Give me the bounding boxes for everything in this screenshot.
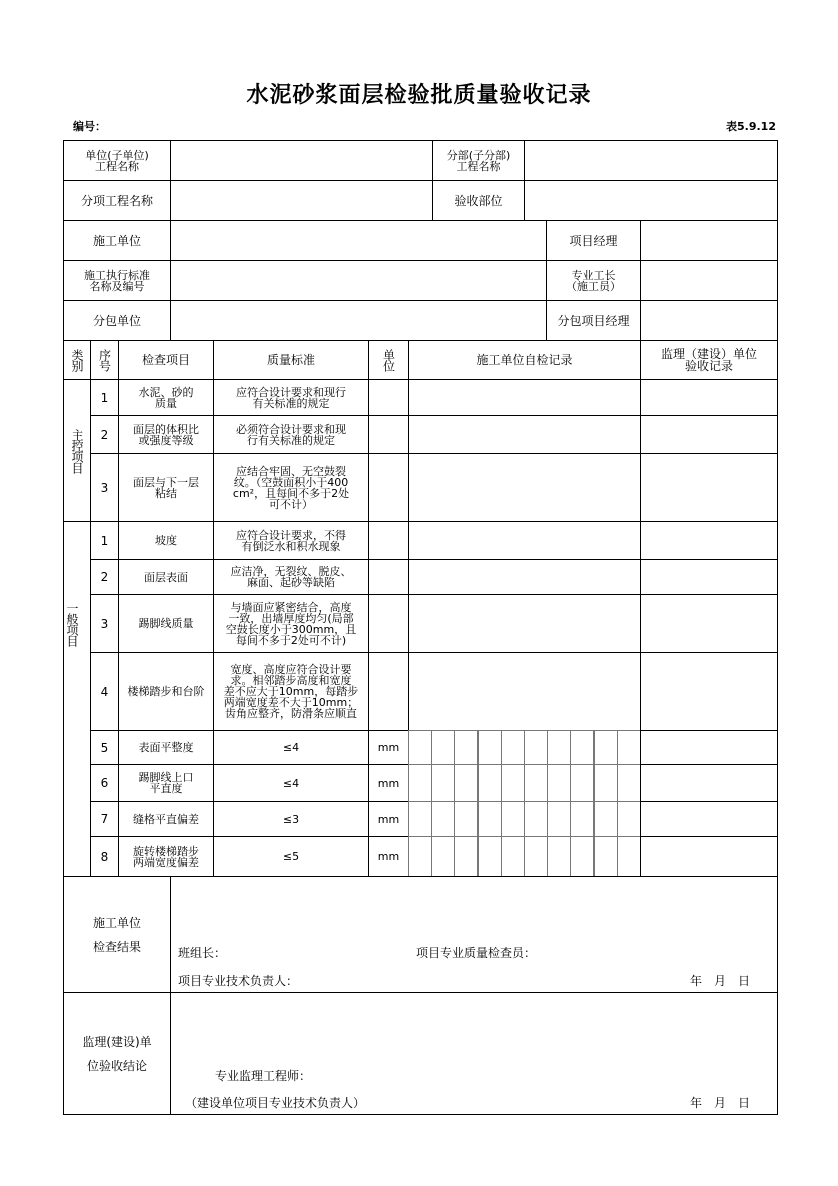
self-check-record[interactable]	[408, 521, 641, 560]
measurement-cell[interactable]	[454, 836, 478, 877]
col-category: 类别	[63, 340, 91, 380]
unit-project-field[interactable]	[170, 140, 433, 181]
measurement-cell[interactable]	[408, 801, 432, 837]
row-standard: 宽度、高度应符合设计要 求。相邻踏步高度和宽度 差不应大于10mm，每踏步 两端宽度差不大于10mm； 齿角应整齐，防滑条应顺直	[213, 652, 369, 731]
main-category: 主控项目	[63, 379, 91, 522]
standard-label: 施工执行标准 名称及编号	[63, 260, 171, 301]
owner-rep-label: （建设单位项目专业技术负责人）	[185, 1096, 366, 1110]
col-item: 检查项目	[118, 340, 214, 380]
sub-project-field[interactable]	[524, 140, 778, 181]
measurement-cell[interactable]	[431, 801, 455, 837]
row-seq: 2	[90, 415, 119, 454]
row-standard: 与墙面应紧密结合，高度 一致，出墙厚度均匀(局部 空鼓长度小于300mm，且 每间不多于2处可不计)	[213, 594, 369, 653]
measurement-cell[interactable]	[501, 764, 525, 802]
col-seq: 序号	[90, 340, 119, 380]
self-check-record[interactable]	[408, 594, 641, 653]
row-unit	[368, 521, 409, 560]
measurement-cell[interactable]	[617, 801, 641, 837]
measurement-cell[interactable]	[570, 801, 594, 837]
quality-inspector-label: 项目专业质量检查员：	[416, 946, 537, 960]
measurement-cell[interactable]	[501, 801, 525, 837]
row-unit	[368, 652, 409, 731]
measurement-cell[interactable]	[454, 764, 478, 802]
row-unit	[368, 594, 409, 653]
sub-project-label: 分部(子分部) 工程名称	[432, 140, 525, 181]
item-project-field[interactable]	[170, 180, 433, 221]
row-seq: 3	[90, 453, 119, 522]
row-standard: 应符合设计要求和现行 有关标准的规定	[213, 379, 369, 416]
number-label: 编号：	[73, 120, 106, 133]
row-unit	[368, 453, 409, 522]
measurement-cell[interactable]	[594, 801, 618, 837]
supervision-date: 年 月 日	[690, 1096, 751, 1110]
project-manager-label: 项目经理	[546, 220, 641, 261]
row-seq: 8	[90, 836, 119, 877]
standard-field[interactable]	[170, 260, 547, 301]
row-check-item: 表面平整度	[118, 730, 214, 765]
row-seq: 3	[90, 594, 119, 653]
tech-lead-label: 项目专业技术负责人：	[178, 974, 299, 988]
measurement-cell[interactable]	[431, 730, 455, 765]
row-check-item: 水泥、砂的 质量	[118, 379, 214, 416]
team-leader-label: 班组长：	[178, 946, 227, 960]
sub-manager-label: 分包项目经理	[546, 300, 641, 341]
measurement-cell[interactable]	[431, 764, 455, 802]
self-check-record[interactable]	[408, 415, 641, 454]
row-check-item: 面层的体积比 或强度等级	[118, 415, 214, 454]
unit-project-label: 单位(子单位) 工程名称	[63, 140, 171, 181]
row-standard: ≤5	[213, 836, 369, 877]
supervision-record[interactable]	[640, 559, 778, 595]
row-check-item: 坡度	[118, 521, 214, 560]
row-standard: 必须符合设计要求和现 行有关标准的规定	[213, 415, 369, 454]
row-seq: 6	[90, 764, 119, 802]
measurement-cell[interactable]	[478, 836, 502, 877]
row-seq: 7	[90, 801, 119, 837]
measurement-cell[interactable]	[594, 764, 618, 802]
measurement-cell[interactable]	[594, 730, 618, 765]
measurement-cell[interactable]	[408, 730, 432, 765]
foreman-field[interactable]	[640, 260, 778, 301]
measurement-cell[interactable]	[478, 730, 502, 765]
supervising-engineer-label: 专业监理工程师：	[215, 1069, 312, 1083]
row-standard: ≤4	[213, 730, 369, 765]
self-check-record[interactable]	[408, 652, 641, 731]
measurement-cell[interactable]	[501, 730, 525, 765]
row-unit: mm	[368, 836, 409, 877]
row-seq: 2	[90, 559, 119, 595]
item-project-label: 分项工程名称	[63, 180, 171, 221]
accept-part-label: 验收部位	[432, 180, 525, 221]
measurement-cell[interactable]	[524, 730, 548, 765]
measurement-cell[interactable]	[431, 836, 455, 877]
supervision-record[interactable]	[640, 730, 778, 765]
contractor-label: 施工单位	[63, 220, 171, 261]
measurement-cell[interactable]	[408, 836, 432, 877]
foreman-label: 专业工长 （施工员）	[546, 260, 641, 301]
measurement-cell[interactable]	[478, 801, 502, 837]
row-seq: 5	[90, 730, 119, 765]
row-check-item: 楼梯踏步和台阶	[118, 652, 214, 731]
measurement-cell[interactable]	[547, 836, 571, 877]
contractor-field[interactable]	[170, 220, 547, 261]
measurement-cell[interactable]	[524, 836, 548, 877]
row-unit	[368, 415, 409, 454]
col-supervision: 监理（建设）单位 验收记录	[640, 340, 778, 380]
supervision-record[interactable]	[640, 453, 778, 522]
row-standard: ≤4	[213, 764, 369, 802]
subcontractor-field[interactable]	[170, 300, 547, 341]
col-unit: 单位	[368, 340, 409, 380]
supervision-record[interactable]	[640, 836, 778, 877]
measurement-cell[interactable]	[524, 764, 548, 802]
row-unit: mm	[368, 764, 409, 802]
supervision-record[interactable]	[640, 521, 778, 560]
measurement-cell[interactable]	[617, 764, 641, 802]
measurement-cell[interactable]	[547, 730, 571, 765]
contractor-date: 年 月 日	[690, 974, 751, 988]
row-unit	[368, 379, 409, 416]
general-category: 一般项目	[63, 521, 91, 877]
row-unit: mm	[368, 801, 409, 837]
measurement-cell[interactable]	[570, 730, 594, 765]
contractor-result-label: 施工单位 检查结果	[63, 876, 171, 993]
measurement-cell[interactable]	[501, 836, 525, 877]
measurement-cell[interactable]	[617, 836, 641, 877]
row-check-item: 面层表面	[118, 559, 214, 595]
table-number: 表5.9.12	[726, 120, 776, 133]
row-check-item: 踢脚线质量	[118, 594, 214, 653]
row-seq: 1	[90, 379, 119, 416]
self-check-record[interactable]	[408, 559, 641, 595]
measurement-cell[interactable]	[454, 801, 478, 837]
sub-manager-field[interactable]	[640, 300, 778, 341]
supervision-record[interactable]	[640, 594, 778, 653]
row-seq: 1	[90, 521, 119, 560]
row-standard: 应结合牢固、无空鼓裂 纹。（空鼓面积小于400 cm²，且每间不多于2处 可不计）	[213, 453, 369, 522]
measurement-cell[interactable]	[617, 730, 641, 765]
col-self-check: 施工单位自检记录	[408, 340, 641, 380]
supervision-record[interactable]	[640, 764, 778, 802]
row-check-item: 面层与下一层 粘结	[118, 453, 214, 522]
measurement-cell[interactable]	[547, 801, 571, 837]
measurement-cell[interactable]	[547, 764, 571, 802]
supervision-record[interactable]	[640, 415, 778, 454]
measurement-cell[interactable]	[408, 764, 432, 802]
row-check-item: 缝格平直偏差	[118, 801, 214, 837]
measurement-cell[interactable]	[478, 764, 502, 802]
page-title: 水泥砂浆面层检验批质量验收记录	[246, 83, 592, 108]
project-manager-field[interactable]	[640, 220, 778, 261]
self-check-record[interactable]	[408, 379, 641, 416]
self-check-record[interactable]	[408, 453, 641, 522]
row-seq: 4	[90, 652, 119, 731]
accept-part-field[interactable]	[524, 180, 778, 221]
measurement-cell[interactable]	[570, 764, 594, 802]
measurement-cell[interactable]	[594, 836, 618, 877]
supervision-record[interactable]	[640, 379, 778, 416]
row-check-item: 踢脚线上口 平直度	[118, 764, 214, 802]
measurement-cell[interactable]	[570, 836, 594, 877]
measurement-cell[interactable]	[454, 730, 478, 765]
row-check-item: 旋转楼梯踏步 两端宽度偏差	[118, 836, 214, 877]
row-unit: mm	[368, 730, 409, 765]
col-standard: 质量标准	[213, 340, 369, 380]
row-standard: 应符合设计要求，不得 有倒泛水和积水现象	[213, 521, 369, 560]
row-standard: 应洁净，无裂纹、脱皮、 麻面、起砂等缺陷	[213, 559, 369, 595]
supervision-result-label: 监理(建设)单 位验收结论	[63, 992, 171, 1115]
supervision-record[interactable]	[640, 652, 778, 731]
subcontractor-label: 分包单位	[63, 300, 171, 341]
row-standard: ≤3	[213, 801, 369, 837]
measurement-cell[interactable]	[524, 801, 548, 837]
row-unit	[368, 559, 409, 595]
supervision-record[interactable]	[640, 801, 778, 837]
